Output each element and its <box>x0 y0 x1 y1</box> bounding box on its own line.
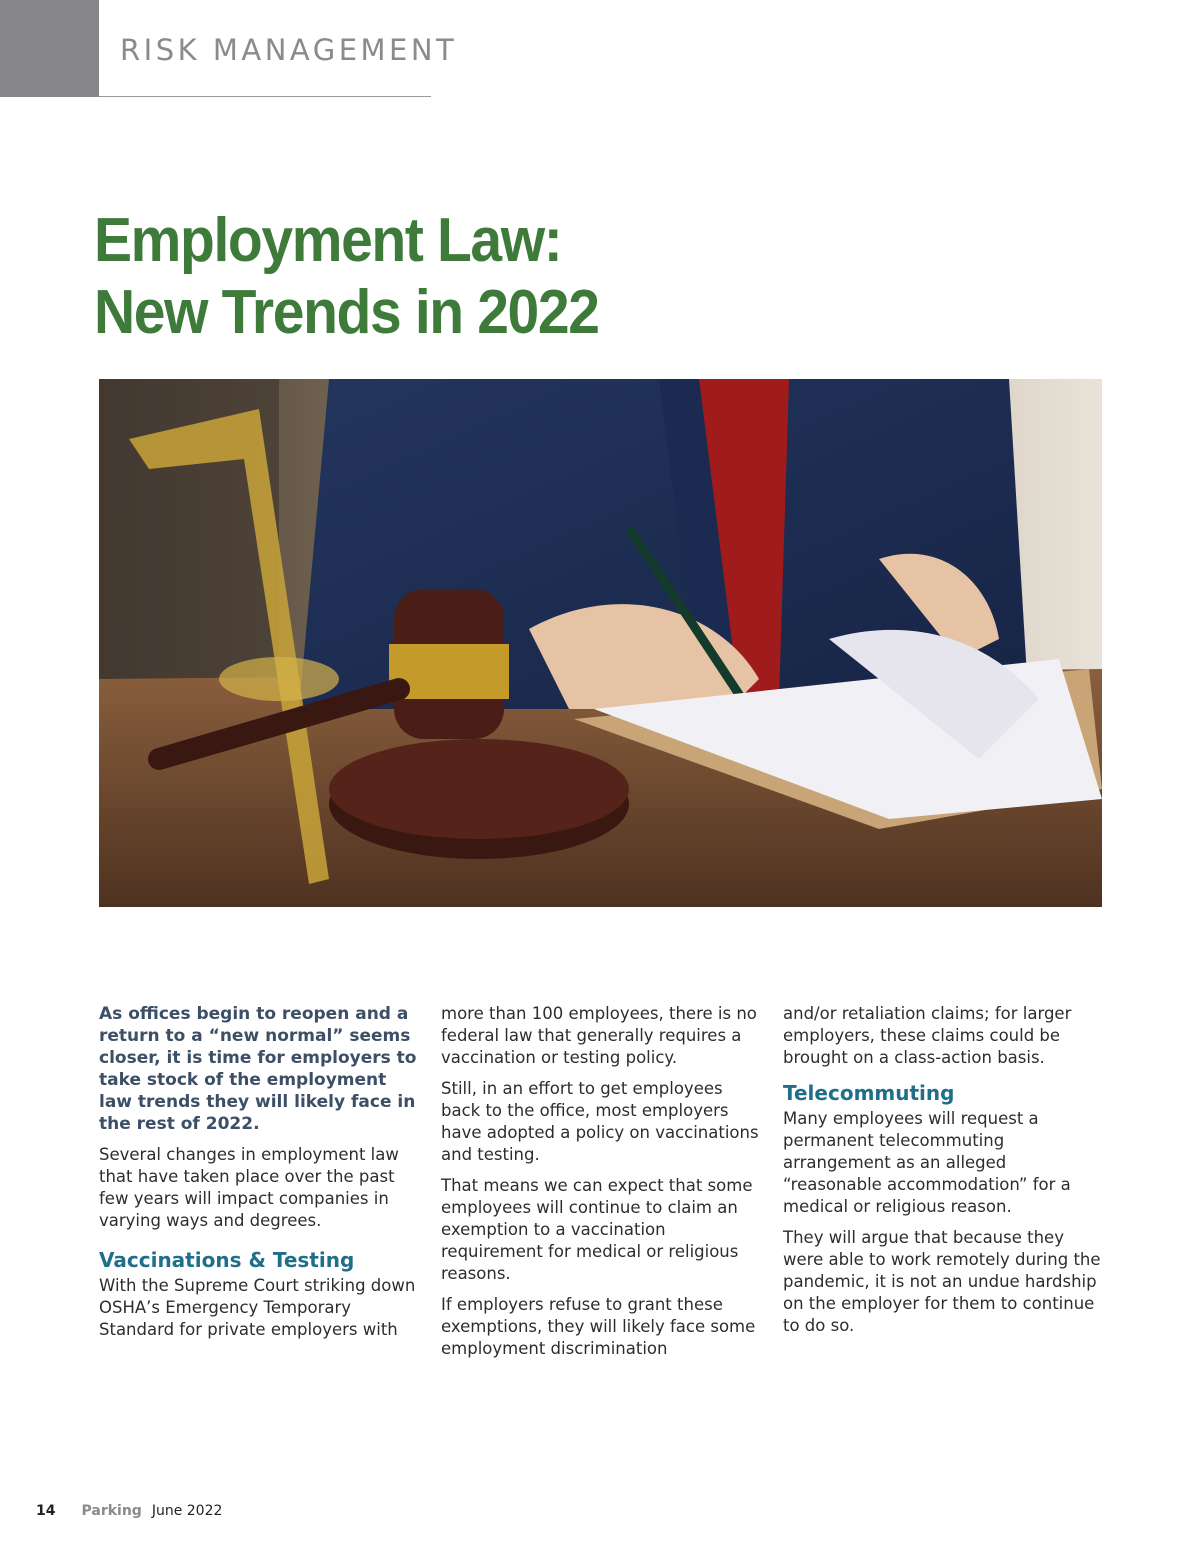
body-paragraph: Many employees will request a permanent telecommuting arrangement as an alleged “reasonable accommodation” for a medical or religious reason. <box>783 1109 1071 1216</box>
section-divider <box>99 96 431 97</box>
body-paragraph: With the Supreme Court striking down OSHA’s Emergency Temporary Standard for private employers with <box>99 1276 416 1339</box>
body-paragraph: That means we can expect that some employees will continue to claim an exemption to a vaccination requirement for medical or religious reasons. <box>441 1176 753 1283</box>
magazine-name: Parking <box>81 1503 142 1519</box>
issue-date: June 2022 <box>151 1503 223 1519</box>
section-label: RISK MANAGEMENT <box>120 33 458 67</box>
body-paragraph: They will argue that because they were able to work remotely during the pandemic, it is not an undue hardship on the employer for them to continue to do so. <box>783 1228 1101 1335</box>
title-line-1: Employment Law: <box>94 206 562 275</box>
body-paragraph: Several changes in employment law that have taken place over the past few years will impact companies in varying ways and degrees. <box>99 1145 399 1230</box>
article-title <box>94 205 599 349</box>
gavel-signing-illustration <box>99 379 1102 907</box>
article-column-1 <box>99 1003 417 1350</box>
section-color-block <box>0 0 99 97</box>
page-number: 14 <box>36 1503 56 1519</box>
article-photo <box>99 379 1102 907</box>
subhead-telecommuting: Telecommuting <box>783 1081 955 1105</box>
body-paragraph: If employers refuse to grant these exemptions, they will likely face some employment discrimination <box>441 1295 756 1358</box>
article-lede: As offices begin to reopen and a return to a “new normal” seems closer, it is time for employers to take stock of the employment law trends they will likely face in the rest of 2022. <box>99 1004 417 1134</box>
title-line-2: New Trends in 2022 <box>94 278 599 347</box>
page-footer <box>36 1503 222 1519</box>
body-paragraph: Still, in an effort to get employees back to the office, most employers have adopted a policy on vaccinations and testing. <box>441 1079 759 1164</box>
subhead-vaccinations: Vaccinations & Testing <box>99 1248 355 1272</box>
article-column-3 <box>783 1003 1101 1346</box>
article-column-2 <box>441 1003 759 1369</box>
body-paragraph: more than 100 employees, there is no federal law that generally requires a vaccination or testing policy. <box>441 1004 757 1067</box>
body-paragraph: and/or retaliation claims; for larger employers, these claims could be brought on a class-action basis. <box>783 1004 1072 1067</box>
